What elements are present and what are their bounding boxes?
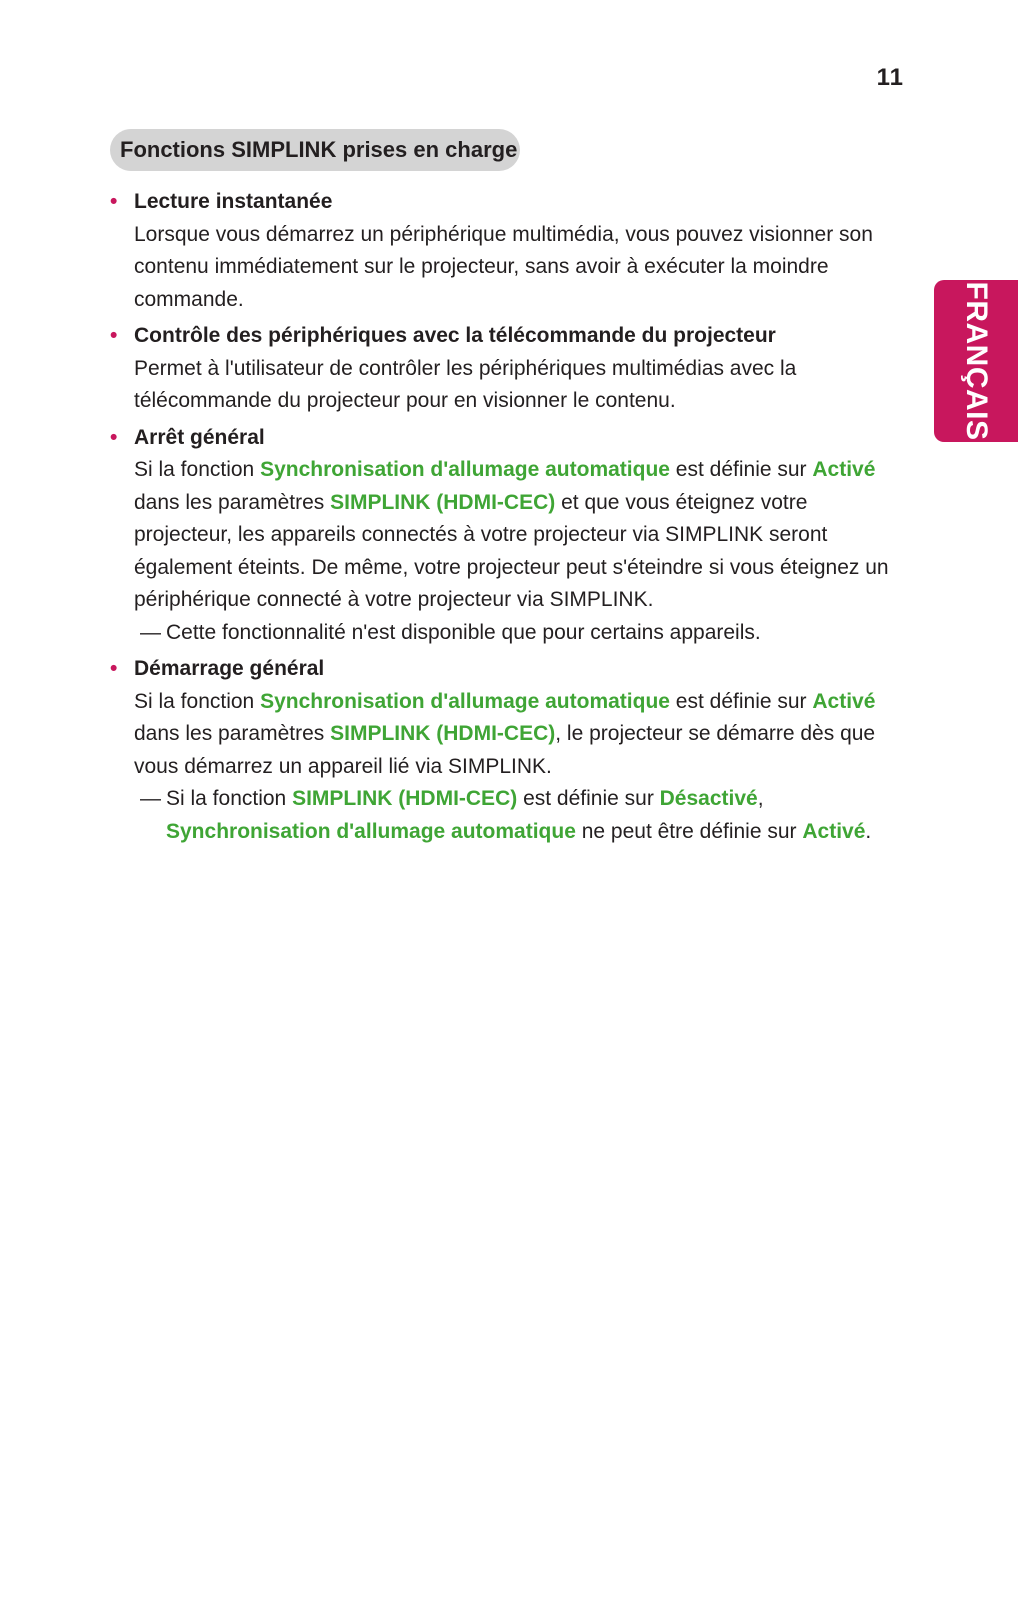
dash-icon: — (140, 787, 161, 810)
bullet-icon: • (110, 425, 118, 449)
note-text: Cette fonctionnalité n'est disponible que pour certains appareils. (166, 620, 761, 644)
page-number: 11 (876, 64, 904, 91)
list-item (110, 186, 900, 316)
item-note (134, 783, 900, 848)
setting-name: Synchronisation d'allumage automatique (166, 819, 576, 843)
desc-text: et que vous éteignez votre projecteur, les appareils connectés à votre projecteur via SIMPLINK seront également éteints. De même, votre projecteur peut s'éteindre si vous éteignez un périphérique connecté à votre projecteur via SIMPLINK. (134, 490, 889, 611)
setting-value: Activé (812, 458, 876, 481)
setting-name: Synchronisation d'allumage automatique (260, 689, 670, 713)
setting-name: SIMPLINK (HDMI-CEC) (330, 490, 556, 514)
note-text: Si la fonction (166, 787, 293, 810)
note-text: . (865, 819, 872, 843)
feature-list (110, 186, 900, 852)
item-description (134, 454, 900, 617)
setting-value: Activé (802, 819, 866, 843)
note-text: , (757, 787, 764, 810)
setting-name: Synchronisation d'allumage automatique (260, 458, 670, 481)
item-description (134, 686, 900, 784)
section-title: Fonctions SIMPLINK prises en charge (110, 129, 520, 171)
item-title: Contrôle des périphériques avec la télécommande du projecteur (134, 324, 776, 347)
item-note (134, 617, 900, 650)
item-title: Arrêt général (134, 425, 265, 449)
desc-text: est définie sur (669, 458, 813, 481)
desc-text: est définie sur (669, 689, 813, 713)
list-item (110, 422, 900, 650)
list-item (110, 653, 900, 848)
note-text: ne peut être définie sur (575, 819, 803, 843)
bullet-icon: • (110, 657, 118, 680)
item-description: Lorsque vous démarrez un périphérique multimédia, vous pouvez visionner son contenu immédiatement sur le projecteur, sans avoir à exécuter la moindre commande. (134, 222, 873, 311)
item-description: Permet à l'utilisateur de contrôler les périphériques multimédias avec la télécommande du projecteur pour en visionner le contenu. (134, 356, 797, 412)
desc-text: , le projecteur se démarre dès que vous démarrez un appareil lié via SIMPLINK. (134, 722, 876, 778)
language-tab-label: FRANÇAIS (960, 281, 993, 441)
desc-text: Si la fonction (134, 689, 261, 713)
setting-name: SIMPLINK (HDMI-CEC) (330, 722, 556, 745)
setting-value: Désactivé (659, 787, 758, 810)
list-item (110, 320, 900, 418)
desc-text: Si la fonction (134, 458, 261, 481)
setting-value: Activé (812, 689, 876, 713)
item-title: Démarrage général (134, 657, 325, 680)
note-text: est définie sur (517, 787, 660, 810)
language-tab (934, 280, 1018, 442)
dash-icon: — (140, 620, 161, 644)
bullet-icon: • (110, 190, 118, 213)
setting-name: SIMPLINK (HDMI-CEC) (292, 787, 518, 810)
desc-text: dans les paramètres (134, 722, 331, 745)
item-title: Lecture instantanée (134, 190, 333, 213)
desc-text: dans les paramètres (134, 490, 331, 514)
bullet-icon: • (110, 324, 118, 347)
